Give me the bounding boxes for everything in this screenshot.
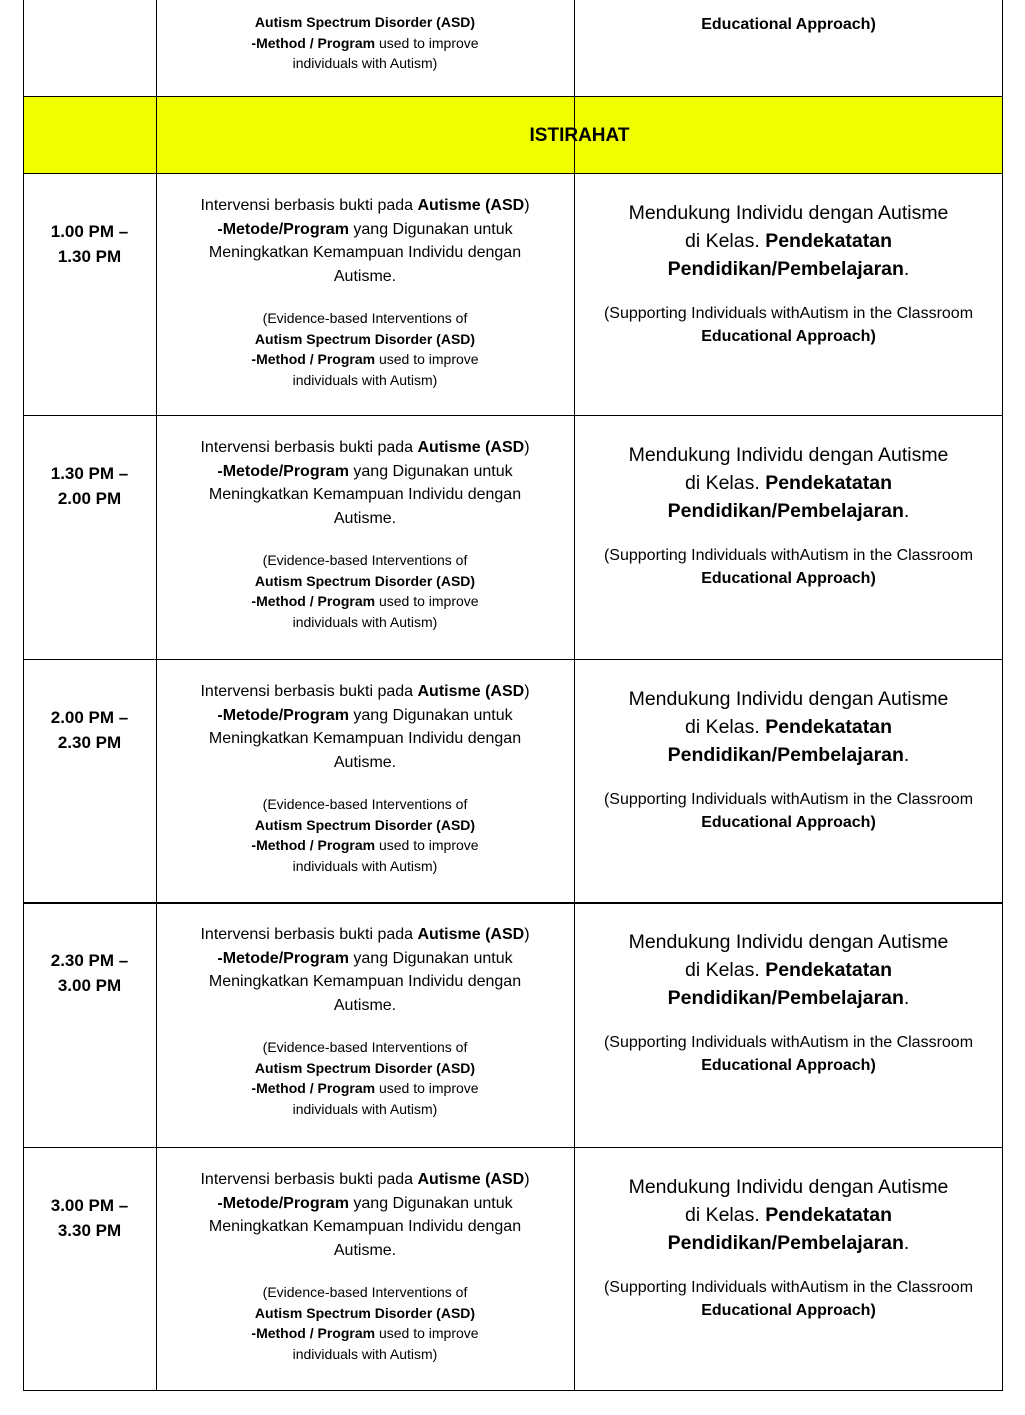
approach-cell [574,903,1003,1147]
column-divider [574,1147,575,1391]
approach-id-text: Mendukung Individu dengan Autisme di Kelas. Pendekatatan Pendidikan/Pembelajaran. [628,931,949,1009]
session-row [23,660,1003,902]
session-row [23,903,1003,1147]
time-start: 1.00 PM – [50,222,129,241]
approach-cell [574,1148,1003,1390]
topic-en-line: -Method / Program used to improve [251,34,479,51]
approach-cell [574,174,1003,415]
approach-id-text: Mendukung Individu dengan Autisme di Kelas. Pendekatatan Pendidikan/Pembelajaran. [628,1176,949,1254]
time-cell [23,1148,156,1390]
topic-en-line: Autism Spectrum Disorder (ASD) [254,14,476,30]
topic-en-text: (Evidence-based Interventions of Autism Spectrum Disorder (ASD) -Method / Program used to improve individuals with Autism) [251,1284,479,1362]
topic-id-text: Intervensi berbasis bukti pada Autisme (ASD) -Metode/Program yang Digunakan untuk Meningkatkan Kemampuan Individu dengan Autisme. [200,683,530,771]
time-cell [23,174,156,415]
topic-cell [156,0,574,97]
table-border-left [23,0,24,1391]
topic-cell [156,1148,574,1390]
time-cell [23,660,156,902]
session-row [23,174,1003,415]
topic-id-text: Intervensi berbasis bukti pada Autisme (ASD) -Metode/Program yang Digunakan untuk Meningkatkan Kemampuan Individu dengan Autisme. [200,439,530,527]
topic-cell [156,660,574,902]
time-start: 3.00 PM – [50,1196,129,1215]
row-divider [23,415,1003,416]
time-start: 2.30 PM – [50,951,129,970]
approach-en-text: (Supporting Individuals withAutism in the Classroom Educational Approach) [603,547,974,587]
time-end: 3.30 PM [57,1221,122,1240]
row-divider [23,902,1003,904]
topic-id-text: Intervensi berbasis bukti pada Autisme (ASD) -Metode/Program yang Digunakan untuk Meningkatkan Kemampuan Individu dengan Autisme. [200,1171,530,1259]
row-divider [23,173,1003,174]
table-border-right [1002,0,1003,1391]
topic-en-line: individuals with Autism) [292,55,438,71]
topic-en-text: (Evidence-based Interventions of Autism Spectrum Disorder (ASD) -Method / Program used to improve individuals with Autism) [251,1039,479,1117]
topic-cell [156,174,574,415]
approach-cell [574,660,1003,902]
schedule-table [23,0,1003,1391]
column-divider [574,903,575,1147]
time-end: 2.30 PM [57,733,122,752]
row-divider [23,1147,1003,1148]
time-cell [23,903,156,1147]
row-divider [23,659,1003,660]
topic-id-text: Intervensi berbasis bukti pada Autisme (ASD) -Metode/Program yang Digunakan untuk Meningkatkan Kemampuan Individu dengan Autisme. [200,197,530,285]
time-end: 2.00 PM [57,489,122,508]
topic-cell [156,903,574,1147]
time-end: 3.00 PM [57,976,122,995]
time-start: 1.30 PM – [50,464,129,483]
approach-cell [574,0,1003,97]
topic-en-text: (Evidence-based Interventions of Autism Spectrum Disorder (ASD) -Method / Program used to improve individuals with Autism) [251,796,479,874]
topic-id-text: Intervensi berbasis bukti pada Autisme (ASD) -Metode/Program yang Digunakan untuk Meningkatkan Kemampuan Individu dengan Autisme. [200,926,530,1014]
break-row [23,97,1003,174]
row-divider [23,96,1003,97]
session-row [23,416,1003,659]
approach-en-text: (Supporting Individuals withAutism in the Classroom Educational Approach) [603,305,974,345]
approach-en-text: (Supporting Individuals withAutism in the Classroom Educational Approach) [603,791,974,831]
partial-session-row [23,0,1003,97]
time-cell [23,0,156,97]
time-start: 2.00 PM – [50,708,129,727]
time-end: 1.30 PM [57,247,122,266]
approach-id-text: Mendukung Individu dengan Autisme di Kelas. Pendekatatan Pendidikan/Pembelajaran. [628,688,949,766]
approach-en-line: Educational Approach) [701,16,876,33]
approach-cell [574,416,1003,659]
approach-id-text: Mendukung Individu dengan Autisme di Kelas. Pendekatatan Pendidikan/Pembelajaran. [628,444,949,522]
table-border-bottom [23,1390,1003,1391]
break-label: ISTIRAHAT [529,124,630,146]
approach-en-text: (Supporting Individuals withAutism in the Classroom Educational Approach) [603,1034,974,1074]
time-cell [23,416,156,659]
session-row [23,1148,1003,1390]
topic-en-text: (Evidence-based Interventions of Autism Spectrum Disorder (ASD) -Method / Program used to improve individuals with Autism) [251,552,479,630]
topic-en-text: (Evidence-based Interventions of Autism Spectrum Disorder (ASD) -Method / Program used to improve individuals with Autism) [251,310,479,388]
approach-id-text: Mendukung Individu dengan Autisme di Kelas. Pendekatatan Pendidikan/Pembelajaran. [628,202,949,280]
approach-en-text: (Supporting Individuals withAutism in the Classroom Educational Approach) [603,1279,974,1319]
column-divider [574,0,575,903]
column-divider [156,0,157,1391]
topic-cell [156,416,574,659]
